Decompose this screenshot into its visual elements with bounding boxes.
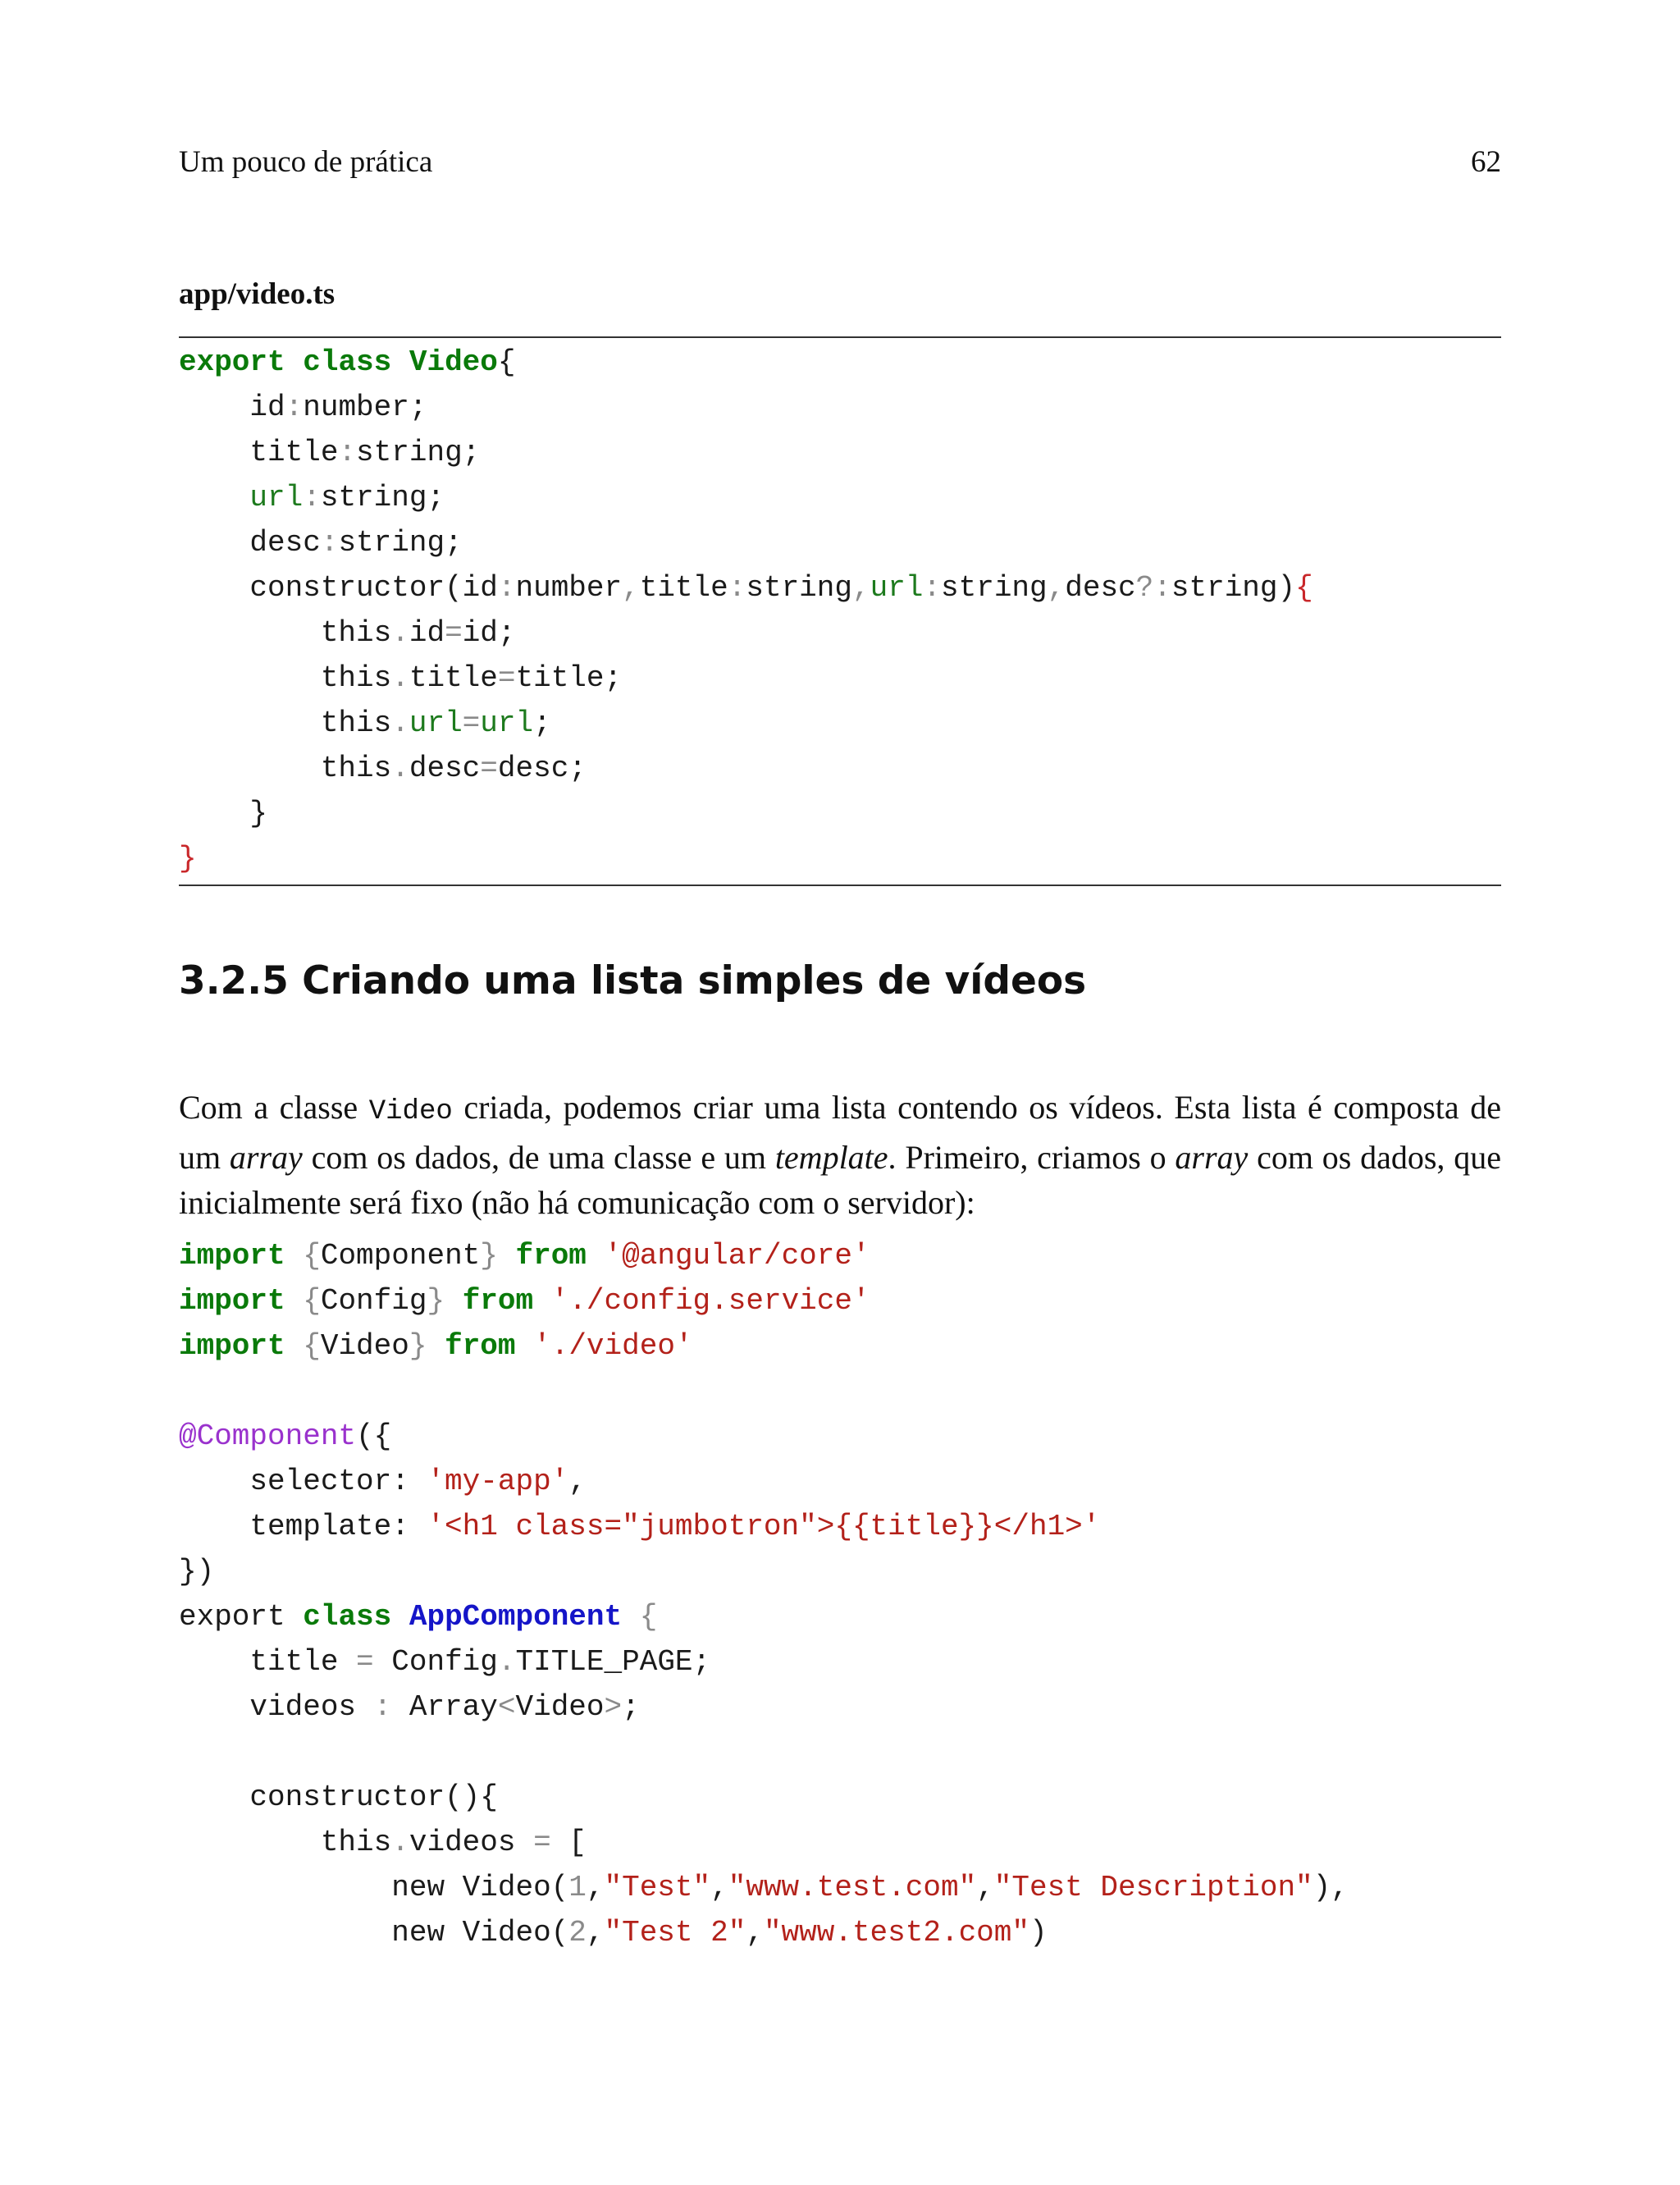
running-head: Um pouco de prática [179,145,433,179]
code-token: desc [179,526,321,560]
code-token: class [303,345,392,379]
code-line [179,1820,1349,1865]
code-token: > [604,1690,623,1724]
code-line [179,1865,1349,1910]
code-token: import [179,1239,285,1273]
code-token: string; [320,481,445,514]
code-token [179,481,249,514]
code-token [622,1600,640,1634]
code-token: "Test 2" [604,1916,746,1950]
code-line [179,656,1313,701]
code-token: : [303,481,321,514]
code-token: id; [462,616,516,650]
code-line [179,1549,1349,1594]
code-token: . [391,1826,409,1859]
code-token: class [303,1600,392,1634]
code-token: this [179,1826,392,1859]
code-token: this [179,616,392,650]
code-token [498,1239,516,1273]
code-token: desc; [497,752,587,785]
code-token: from [462,1284,534,1318]
code-token: = [480,752,498,785]
code-token: { [303,1284,321,1318]
code-token: , [568,1465,587,1498]
paragraph-text: com os dados, de uma classe e um [302,1139,775,1176]
code-token: }) [179,1555,215,1588]
code-token: @Component [179,1419,357,1453]
code-token: Video [409,345,498,379]
code-token: constructor(){ [179,1780,498,1814]
code-token: title [639,571,728,605]
code-token: , [1047,571,1066,605]
code-token [516,1329,534,1363]
code-line [179,1594,1349,1639]
code-token: url [870,571,924,605]
code-token: desc [1065,571,1136,605]
code-line [179,836,1313,881]
code-top-rule [179,336,1501,338]
code-token: = [356,1645,374,1679]
code-token: number; [303,391,427,424]
code-token [427,1329,445,1363]
code-line [179,1459,1349,1504]
code-token: { [639,1600,658,1634]
code-line [179,1730,1349,1775]
code-token [285,345,304,379]
code-token: { [303,1329,321,1363]
code-token: AppComponent [409,1600,623,1634]
code-line [179,520,1313,565]
code-token: = [462,706,481,740]
code-line [179,1233,1349,1278]
code-token: desc [409,752,481,785]
code-token: , [586,1871,605,1904]
code-token: new Video( [179,1916,569,1950]
body-paragraph [179,1085,1501,1225]
code-token: . [497,1645,516,1679]
emphasis: array [229,1139,303,1176]
code-token: "www.test2.com" [763,1916,1029,1950]
code-line [179,701,1313,746]
code-token: ?: [1135,571,1171,605]
code-token: Video [320,1329,409,1363]
code-line [179,430,1313,475]
code-token [587,1239,605,1273]
code-token: export [179,1600,304,1634]
code-token: . [391,752,409,785]
code-token [445,1284,463,1318]
code-token: ; [533,706,551,740]
code-token: } [427,1284,445,1318]
code-token: selector: [179,1465,427,1498]
code-token: } [179,797,268,830]
code-token: : [285,391,304,424]
code-token: . [391,616,409,650]
code-token: from [445,1329,516,1363]
code-token: title; [515,661,623,695]
code-token: [ [550,1826,587,1859]
code-token: ; [622,1690,640,1724]
code-token: 'my-app' [427,1465,569,1498]
code-token: Config [373,1645,498,1679]
code-token: this [179,752,392,785]
paragraph-text: criada, podemos criar uma lista contendo os vídeos. Esta lista é composta de um [179,1089,1501,1176]
code-token: "Test" [604,1871,711,1904]
section-heading: 3.2.5 Criando uma lista simples de vídeos [179,958,1087,1003]
code-token: title [179,1645,357,1679]
code-token: { [1295,571,1313,605]
code-line [179,791,1313,836]
code-token: './video' [533,1329,693,1363]
code-token: number [515,571,623,605]
code-token: : [320,526,339,560]
code-token: '<h1 class="jumbotron">{{title}}</h1>' [427,1510,1101,1543]
code-token: url [480,706,534,740]
code-line [179,746,1313,791]
code-file-caption: app/video.ts [179,277,336,311]
code-token: : [728,571,746,605]
code-token: ({ [356,1419,392,1453]
code-line [179,475,1313,520]
code-token: < [497,1690,516,1724]
page-number: 62 [1471,145,1501,179]
code-token [285,1329,304,1363]
code-token: ) [1029,1916,1048,1950]
code-token: = [533,1826,551,1859]
code-token: Config [320,1284,427,1318]
code-token: url [249,481,304,514]
paragraph-text: . Primeiro, criamos o [888,1139,1176,1176]
code-token: , [586,1916,605,1950]
paragraph-text: Com a classe [179,1089,369,1126]
code-token: } [179,842,197,875]
code-token: . [391,706,409,740]
code-token: this [179,661,392,695]
code-token: from [515,1239,587,1273]
code-token: import [179,1284,285,1318]
code-token: } [409,1329,427,1363]
code-token: , [851,571,870,605]
code-line [179,1323,1349,1369]
code-token: string [941,571,1048,605]
code-token: : [923,571,942,605]
code-token: url [409,706,463,740]
code-token: './config.service' [550,1284,870,1318]
code-bottom-rule [179,885,1501,886]
code-token: , [710,1871,728,1904]
code-token: , [976,1871,994,1904]
code-token: constructor(id [179,571,498,605]
code-token: string; [356,436,481,469]
inline-code: Video [368,1096,453,1127]
code-token: = [445,616,463,650]
code-token [391,1600,409,1634]
code-token: : [373,1690,392,1724]
code-token: string; [338,526,463,560]
emphasis: template [774,1139,888,1176]
code-token: . [391,661,409,695]
code-block-video-ts [179,340,1313,881]
code-token: string) [1171,571,1296,605]
code-token [391,345,409,379]
code-token: videos [409,1826,534,1859]
code-token: { [303,1239,321,1273]
code-token [285,1284,304,1318]
code-token: 1 [568,1871,587,1904]
code-line [179,385,1313,430]
code-line [179,565,1313,610]
code-token: this [179,706,392,740]
code-line [179,610,1313,656]
code-block-app-component [179,1233,1349,1955]
code-token: id [179,391,285,424]
code-token: videos [179,1690,374,1724]
code-token [533,1284,551,1318]
code-token: 2 [568,1916,587,1950]
code-token: : [497,571,516,605]
code-token [285,1239,304,1273]
code-token: Component [320,1239,481,1273]
code-line [179,1775,1349,1820]
code-token: Video [515,1690,605,1724]
code-token: '@angular/core' [604,1239,870,1273]
code-line [179,1278,1349,1323]
code-token: string [746,571,852,605]
code-token: title [179,436,339,469]
code-token: id [409,616,445,650]
code-token: new Video( [179,1871,569,1904]
code-token: "Test Description" [993,1871,1313,1904]
code-line [179,340,1313,385]
code-token: template: [179,1510,427,1543]
paragraph-text: com os dados, que inicialmente será fixo (não há comunicação com o servidor): [179,1139,1501,1221]
code-token: "www.test.com" [728,1871,977,1904]
code-token: , [746,1916,764,1950]
emphasis: array [1175,1139,1249,1176]
code-token: = [497,661,516,695]
code-line [179,1684,1349,1730]
code-token: Array [391,1690,498,1724]
code-line [179,1910,1349,1955]
code-line [179,1369,1349,1414]
code-token: { [497,345,516,379]
code-line [179,1639,1349,1684]
code-line [179,1414,1349,1459]
code-token: export [179,345,285,379]
code-token: : [338,436,357,469]
code-token: ), [1312,1871,1349,1904]
code-token: , [622,571,640,605]
code-line [179,1504,1349,1549]
code-token: title [409,661,498,695]
code-token: TITLE_PAGE; [515,1645,711,1679]
code-token: import [179,1329,285,1363]
code-token: } [480,1239,498,1273]
page-header [179,144,1501,194]
